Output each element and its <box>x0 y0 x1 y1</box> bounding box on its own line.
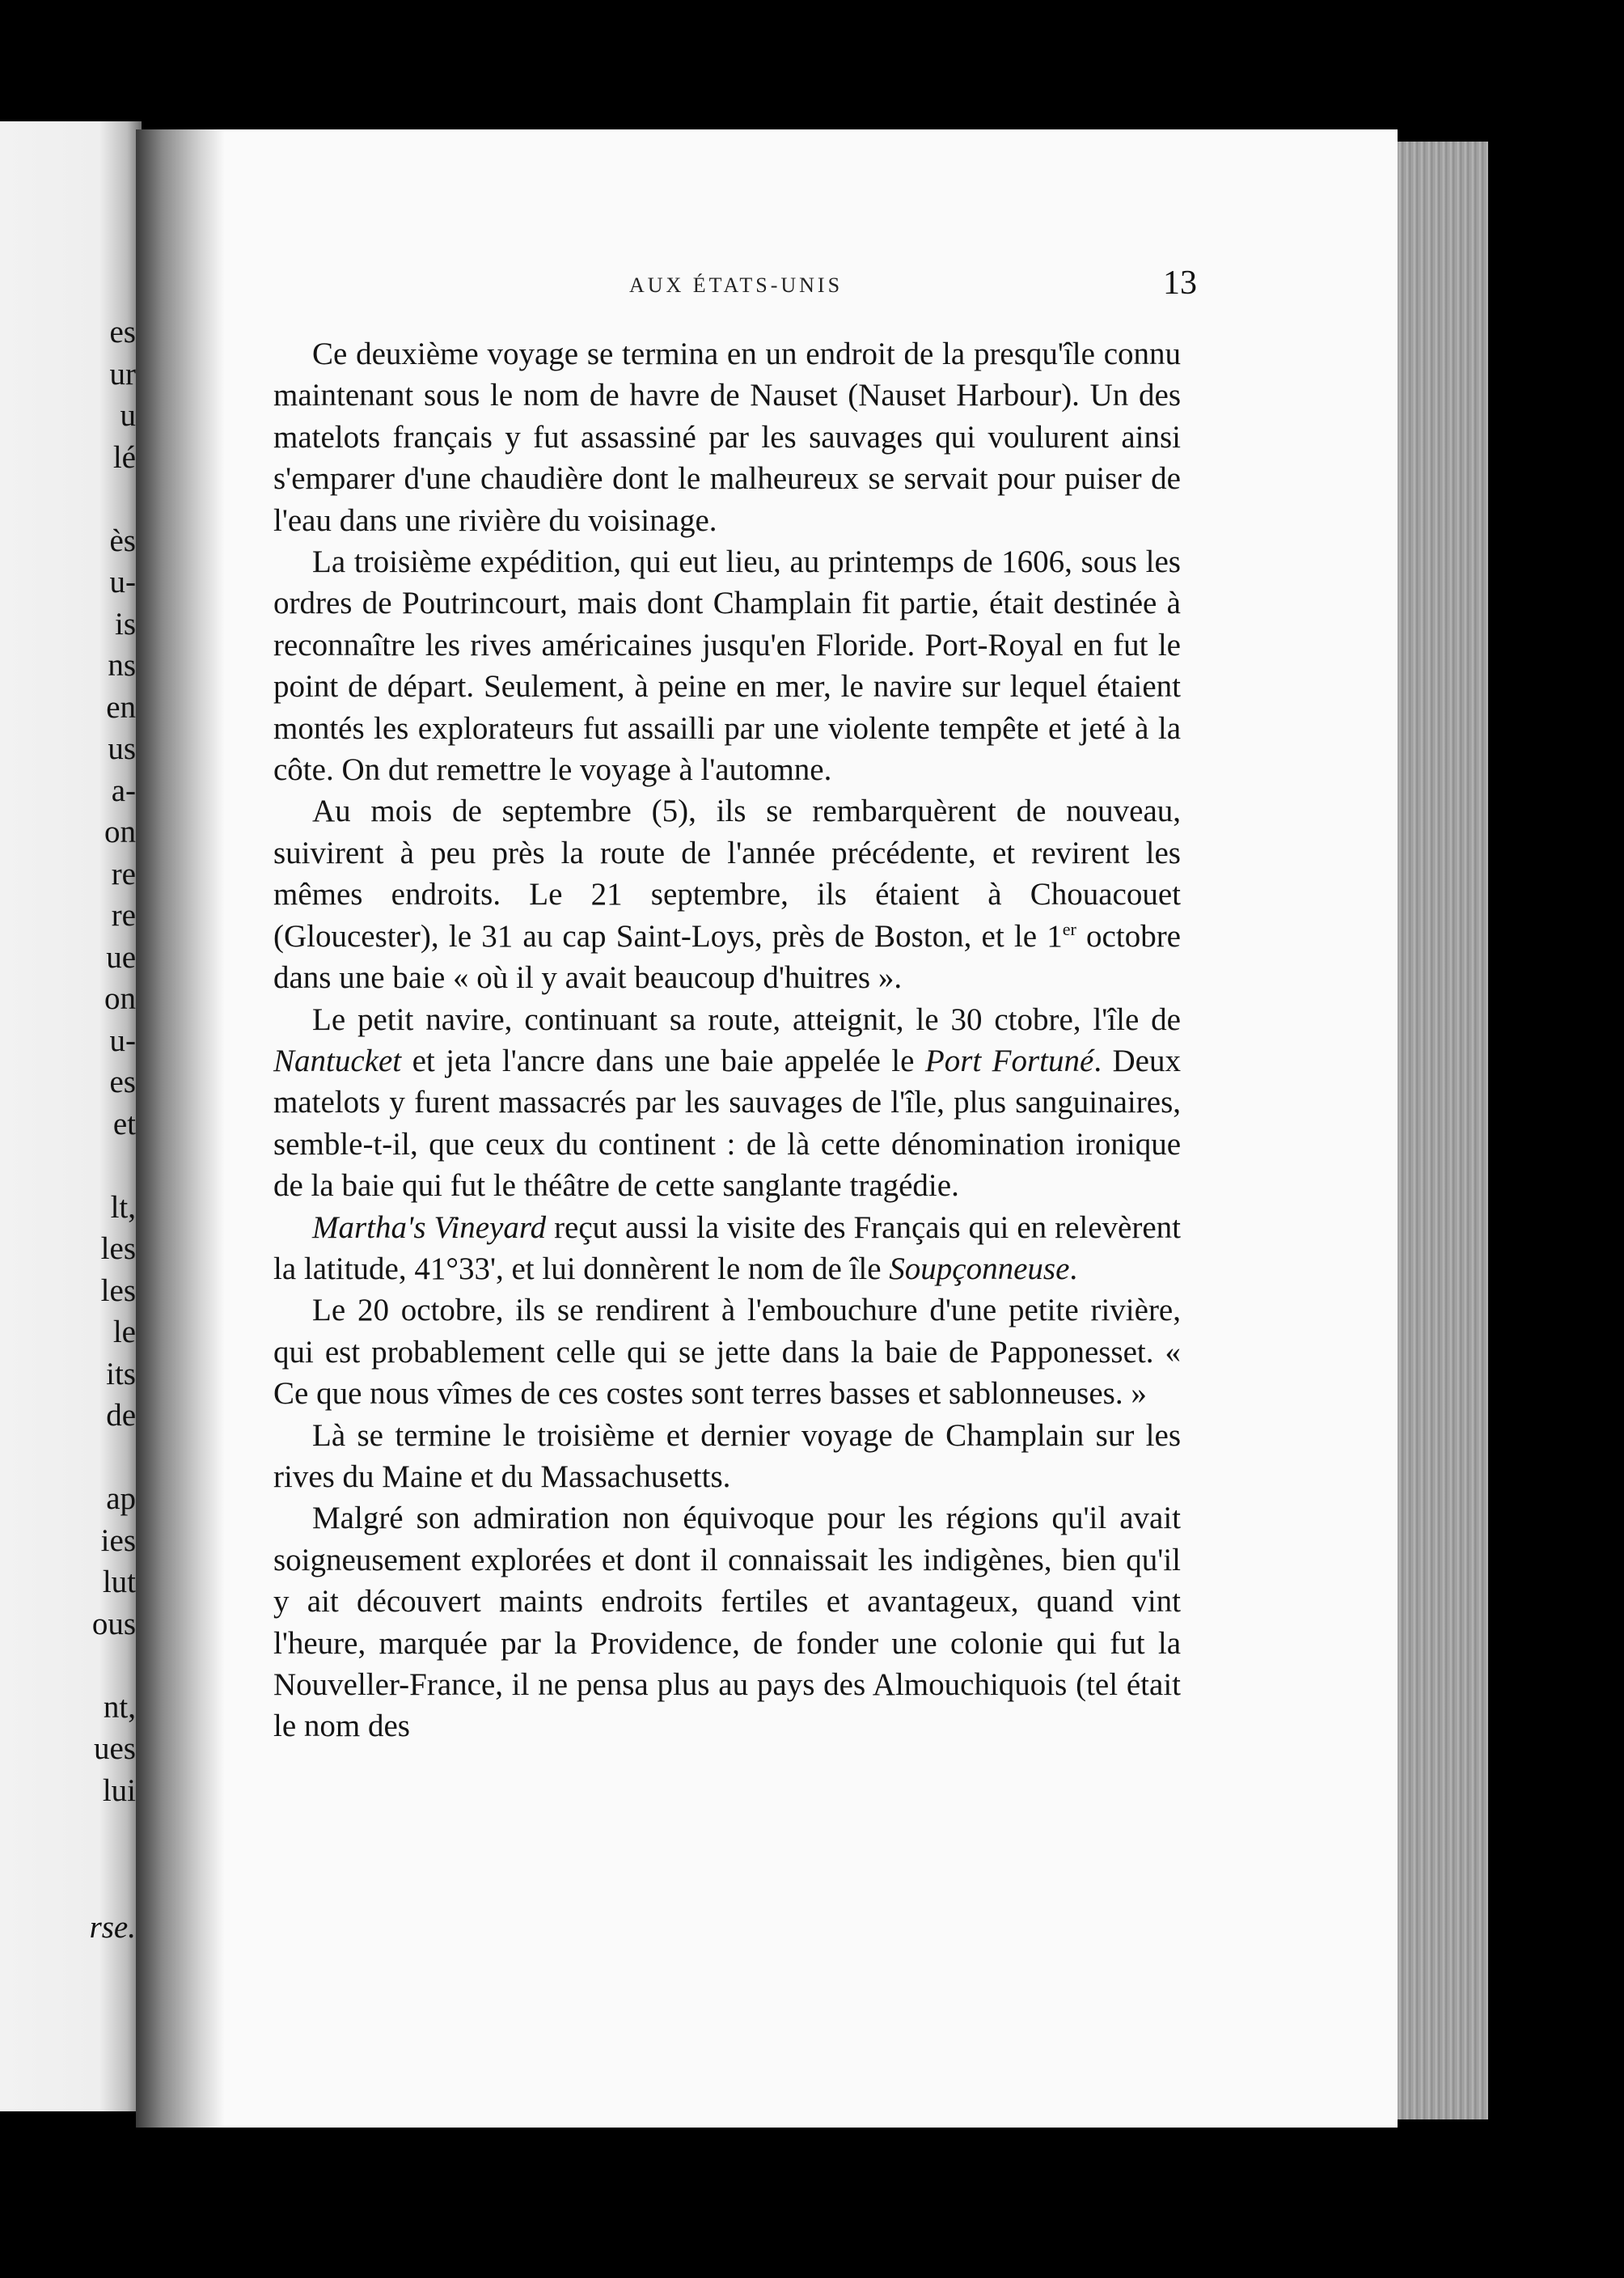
left-page-line: le <box>112 1315 136 1349</box>
paragraph-4-post: . Deux matelots y furent massacrés par les sauvages de l'île, plus sanguinaires, semble-t-il, que ceux du continent : de là cette dénomination ironique de la baie qui fut le théâtre de cette sanglante tragédie. <box>273 1043 1181 1204</box>
left-page-line: lt, <box>110 1190 136 1225</box>
left-page-line: rse. <box>89 1910 136 1945</box>
left-page-line: ues <box>94 1731 136 1766</box>
place-name-marthas-vineyard: Martha's Vineyard <box>312 1209 547 1245</box>
left-page-line: lé <box>112 440 136 475</box>
left-page-line: is <box>114 607 136 641</box>
left-page-line: nt, <box>103 1690 136 1725</box>
paragraph-6: Le 20 octobre, ils se rendirent à l'embouchure d'une petite rivière, qui est probablement celle qui se jette dans la baie de Papponesset. « Ce que nous vîmes de ces costes sont terres basses et sablonneuses. » <box>273 1293 1181 1412</box>
left-page-line: ur <box>109 357 136 392</box>
paragraph-8: Malgré son admiration non équivoque pour les régions qu'il avait soigneusement explorées et dont il connaissait les indigènes, bien qu'il y ait découvert maints endroits fertiles et avantageux, quand vint l'heure, marquée par la Providence, de fonder une colonie qui fut la Nouveller-France, il ne pensa plus au pays des Almouchiquois (tel était le nom des <box>273 1501 1181 1744</box>
left-page-line: on <box>104 815 136 849</box>
left-page-line: lui <box>102 1773 136 1808</box>
left-page-line: a- <box>111 773 136 808</box>
paragraph-5-post: . <box>1069 1251 1078 1286</box>
page-number: 13 <box>1163 265 1197 302</box>
left-page-line: ies <box>100 1523 136 1558</box>
page-gutter-shadow <box>136 129 225 2128</box>
ordinal-superscript: er <box>1062 918 1076 939</box>
left-page-line: u- <box>109 1023 136 1058</box>
paragraph-7: Là se termine le troisième et dernier voyage de Champlain sur les rives du Maine et du Massachusetts. <box>273 1417 1181 1494</box>
left-page-line: de <box>106 1398 136 1433</box>
left-page-line: on <box>104 981 136 1016</box>
left-page-line: les <box>100 1231 136 1266</box>
left-page-line: ue <box>106 940 136 975</box>
running-header: AUX ÉTATS-UNIS <box>628 273 844 297</box>
paragraph-4 <box>273 999 1181 1207</box>
paragraph-5-mid: reçut aussi la visite des Français qui en relevèrent la latitude, 41°33', et lui donnèrent le nom de île <box>273 1209 1181 1286</box>
paragraph-3-text: Au mois de septembre (5), ils se rembarquèrent de nouveau, suivirent à peu près la route de l'année précédente, et revirent les mêmes endroits. Le 21 septembre, ils étaient à Chouacouet (Gloucester), le 31 au cap Saint-Loys, près de Boston, et le 1 <box>273 794 1181 954</box>
body-text <box>273 333 1181 1747</box>
left-page-line: re <box>111 857 136 891</box>
paragraph-2: La troisième expédition, qui eut lieu, au printemps de 1606, sous les ordres de Poutrincourt, mais dont Champlain fit partie, était destinée à reconnaître les rives américaines jusqu'en Floride. Port-Royal en fut le point de départ. Seulement, à peine en mer, le navire sur lequel étaient montés les explorateurs fut assailli par une violente tempête et jeté à la côte. On dut remettre le voyage à l'automne. <box>273 544 1181 788</box>
left-page-line: es <box>109 315 136 349</box>
left-page-line: lut <box>102 1565 136 1599</box>
left-page-line: es <box>109 1065 136 1099</box>
left-page-line: its <box>106 1357 136 1391</box>
paragraph-5 <box>273 1207 1181 1290</box>
paragraph-1: Ce deuxième voyage se termina en un endroit de la presqu'île connu maintenant sous le nom de havre de Nauset (Nauset Harbour). Un des matelots français y fut assassiné par les sauvages qui voulurent ainsi s'emparer d'une chaudière dont le malheureux se servait pour puiser de l'eau dans une rivière du voisinage. <box>273 337 1181 538</box>
place-name-soupconneuse: Soupçonneuse <box>889 1251 1070 1286</box>
left-page-line: ous <box>91 1607 136 1641</box>
left-facing-page <box>0 121 142 2111</box>
left-page-line: ns <box>108 648 136 683</box>
page-block-edge <box>1398 142 1488 2119</box>
place-name-nantucket: Nantucket <box>273 1043 402 1078</box>
paragraph-4-mid: et jeta l'ancre dans une baie appelée le <box>401 1043 925 1078</box>
place-name-port-fortune: Port Fortuné <box>924 1043 1094 1078</box>
left-page-line: u- <box>109 565 136 599</box>
left-page-line: u <box>120 398 136 433</box>
paragraph-3-text-after: octobre dans une baie « où il y avait beaucoup d'huitres ». <box>273 918 1181 996</box>
left-page-line: en <box>106 690 136 725</box>
left-page-line: us <box>108 731 136 766</box>
paragraph-3 <box>273 790 1181 998</box>
paragraph-4-pre: Le petit navire, continuant sa route, atteignit, le 30 ctobre, l'île de <box>312 1001 1181 1037</box>
left-page-line: re <box>111 898 136 933</box>
left-page-line: ès <box>109 523 136 558</box>
left-page-line: et <box>112 1107 136 1141</box>
left-page-line: les <box>100 1273 136 1308</box>
left-page-line: ap <box>106 1481 136 1516</box>
